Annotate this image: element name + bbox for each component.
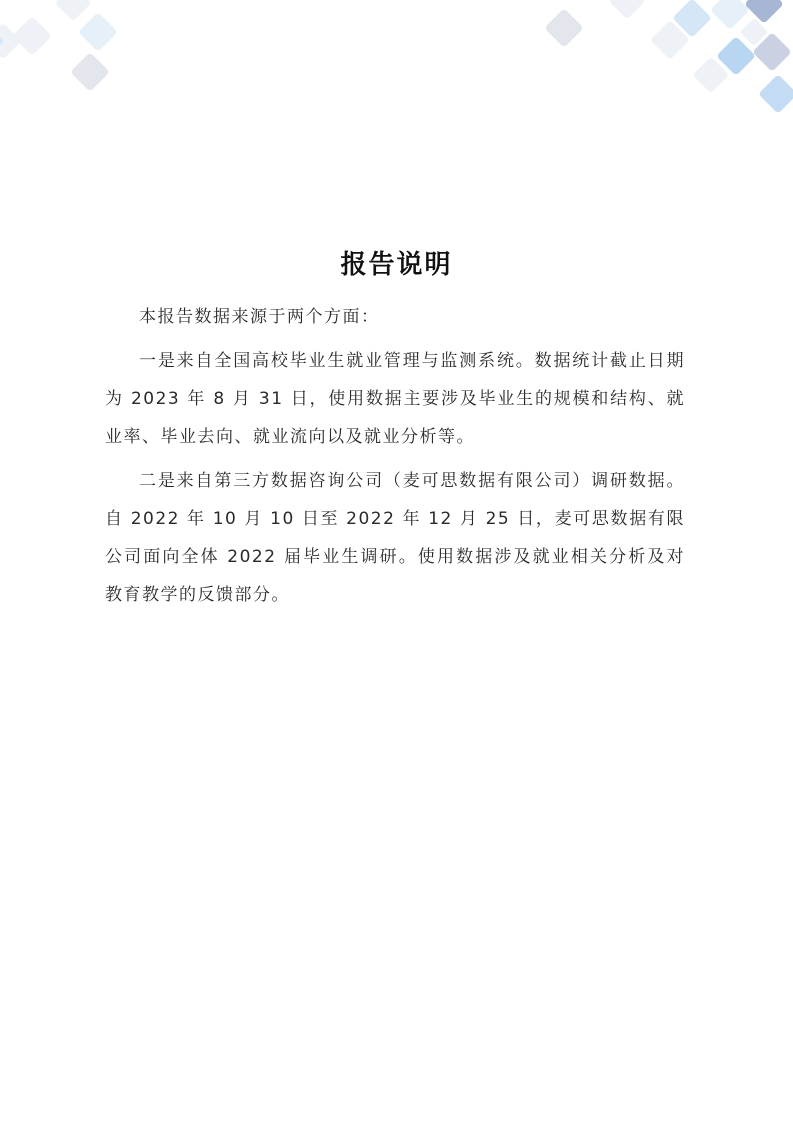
paragraph-source-two: 二是来自第三方数据咨询公司（麦可思数据有限公司）调研数据。 自 2022 年 10 月 10 日至 2022 年 12 月 25 日，麦可思数据有限公司面向全体 2022 届毕业生调研。使用数据涉及就业相关分析及对教育教学的反馈部分。 [105, 471, 685, 605]
page-title: 报告说明 [340, 250, 453, 280]
paragraph-source-one: 一是来自全国高校毕业生就业管理与监测系统。数据统计截止日期为 2023 年 8 月 31 日，使用数据主要涉及毕业生的规模和结构、就业率、毕业去向、就业流向以及就业分析等。 [105, 351, 685, 447]
decor-diamonds-left [0, 0, 118, 92]
report-body [105, 298, 685, 620]
paragraph-intro: 本报告数据来源于两个方面： [139, 307, 380, 327]
header-decoration [0, 0, 793, 130]
decor-diamonds-right [544, 0, 793, 114]
